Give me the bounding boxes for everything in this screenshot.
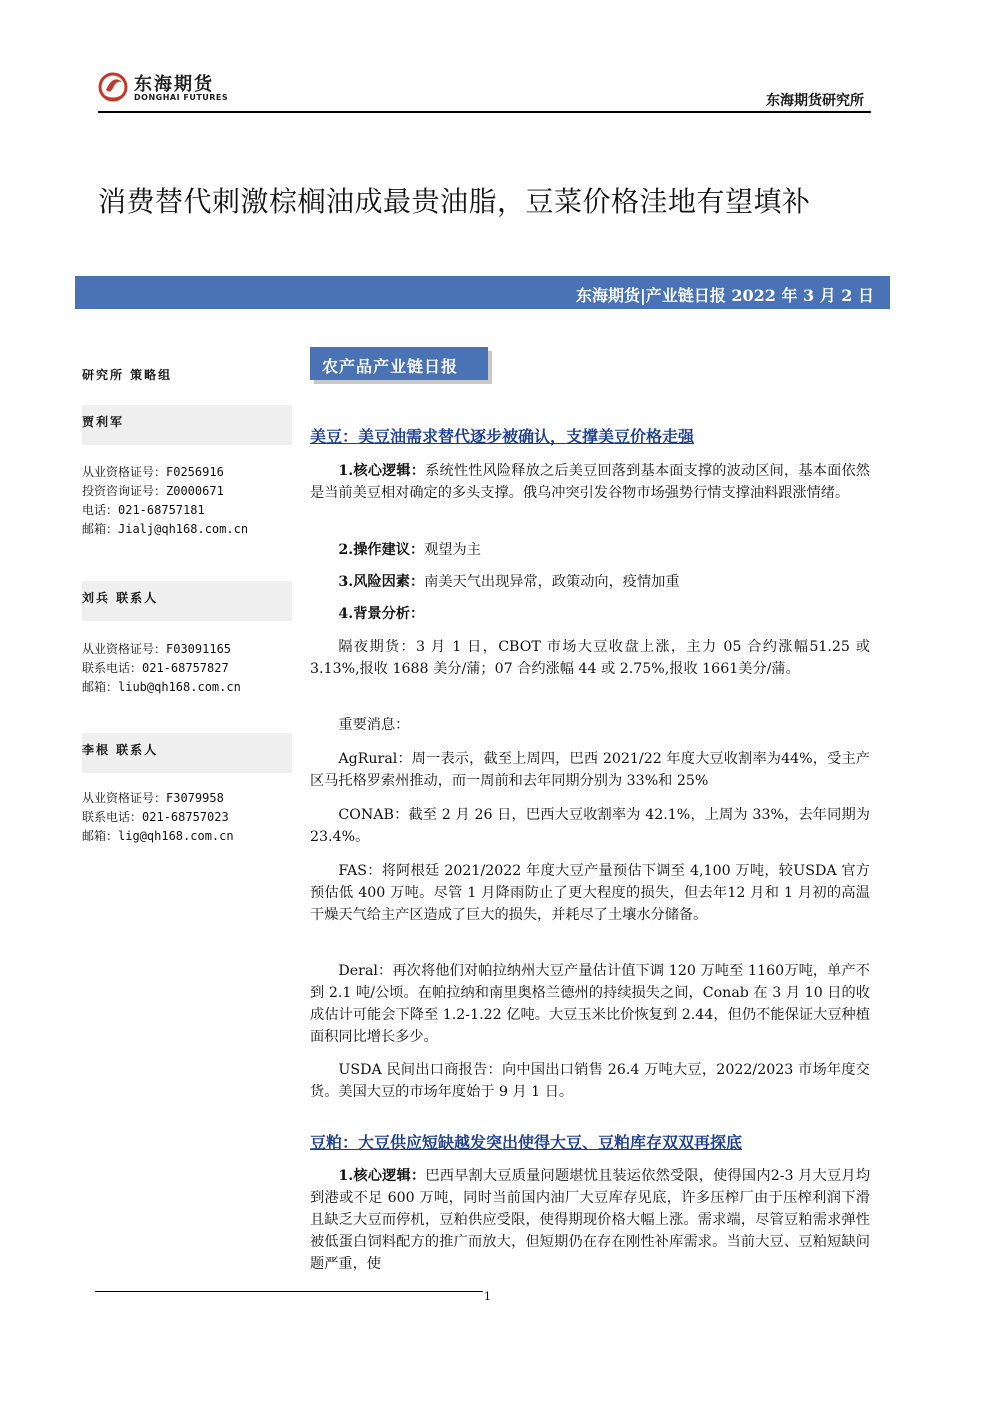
analyst-info [82, 789, 292, 846]
logic-text: 系统性性风险释放之后美豆回落到基本面支撑的波动区间，基本面依然是当前美豆相对确定的多头支撑。俄乌冲突引发谷物市场强势行情支撑油料跟涨情绪。 [310, 463, 870, 501]
soybean-heading: 美豆：美豆油需求替代逐步被确认，支撑美豆价格走强 [310, 427, 695, 446]
advice-text: 观望为主 [424, 542, 481, 558]
logo-chinese-name: 东海期货 [134, 74, 214, 95]
phone: 联系电话：021-68757023 [82, 810, 229, 824]
section-tag [310, 347, 488, 380]
email: 邮箱：liub@qh168.com.cn [82, 680, 241, 694]
page-number: 1 [484, 1290, 491, 1303]
soybean-advice [310, 539, 870, 561]
analyst-name: 李根 联系人 [82, 743, 159, 757]
report-banner [75, 276, 890, 309]
header-divider [98, 111, 871, 113]
risk-label: 3.风险因素： [338, 574, 425, 590]
analyst-name-box [82, 733, 292, 773]
email: 邮箱：Jialj@qh168.com.cn [82, 522, 249, 536]
dept-label: 研究所 策略组 [82, 368, 173, 382]
analyst-info [82, 463, 292, 539]
news-item: USDA 民间出口商报告：向中国出口销售 26.4 万吨大豆，2022/2023 市场年度交货。美国大豆的市场年度始于 9 月 1 日。 [310, 1062, 870, 1100]
soybean-risk [310, 571, 870, 593]
news-item: Deral：再次将他们对帕拉纳州大豆产量估计值下调 120 万吨至 1160万吨，单产不到 2.1 吨/公顷。在帕拉纳和南里奥格兰德州的持续损失之间，Conab 在 3 月 10 日的收成估计可能会下降至 1.2-1.22 亿吨。大豆玉米比价恢复到 2.44，但仍不能保证大豆种植面积同比增长多少。 [310, 963, 870, 1045]
license-no: 从业资格证号：F03091165 [82, 642, 232, 656]
analyst-name-box [82, 581, 292, 621]
meal-heading: 豆粕：大豆供应短缺越发突出使得大豆、豆粕库存双双再探底 [310, 1133, 743, 1152]
news-label: 重要消息： [338, 717, 410, 733]
soybean-background [310, 603, 870, 625]
analyst-info [82, 640, 292, 697]
license-no: 从业资格证号：F3079958 [82, 791, 224, 805]
soybean-logic [310, 460, 870, 504]
logic-label: 1.核心逻辑： [338, 1168, 426, 1184]
advice-label: 2.操作建议： [338, 542, 425, 558]
news-item: AgRural：周一表示，截至上周四，巴西 2021/22 年度大豆收割率为44%，受主产区马托格罗索州推动，而一周前和去年同期分别为 33%和 25% [310, 751, 870, 789]
logo-english-name: DONGHAI FUTURES [134, 93, 229, 102]
logic-text: 巴西早割大豆质量问题堪忧且装运依然受限，使得国内2-3 月大豆月均到港或不足 600 万吨，同时当前国内油厂大豆库存见底，许多压榨厂由于压榨利润下滑且缺乏大豆而停机，豆粕供应受限，使得期现价格大幅上涨。需求端，尽管豆粕需求弹性被低蛋白饲料配方的推广而放大，但短期仍在存在刚性补库需求。当前大豆、豆粕短缺问题严重，使 [310, 1168, 871, 1272]
analyst-name: 贾利军 [82, 415, 125, 429]
license-no: 从业资格证号：F0256916 [82, 465, 224, 479]
advisory-no: 投资咨询证号：Z0000671 [82, 484, 224, 498]
analyst-name-box [82, 405, 292, 445]
footer-divider [95, 1291, 483, 1292]
overnight-futures: 隔夜期货：3 月 1 日，CBOT 市场大豆收盘上涨，主力 05 合约涨幅51.25 或 3.13%,报收 1688 美分/蒲；07 合约涨幅 44 或 2.75%,报收 1661美分/蒲。 [310, 639, 870, 677]
phone: 联系电话：021-68757827 [82, 661, 229, 675]
meal-logic [310, 1165, 870, 1275]
email: 邮箱：lig@qh168.com.cn [82, 829, 234, 843]
section-tag-text: 农产品产业链日报 [322, 357, 459, 376]
banner-text: 东海期货|产业链日报 2022 年 3 月 2 日 [575, 286, 874, 305]
logic-label: 1.核心逻辑： [338, 463, 426, 479]
institute-name: 东海期货研究所 [766, 93, 864, 109]
risk-text: 南美天气出现异常，政策动向，疫情加重 [424, 574, 680, 590]
phone: 电话：021-68757181 [82, 503, 205, 517]
background-label: 4.背景分析： [338, 606, 425, 622]
news-item: CONAB：截至 2 月 26 日，巴西大豆收割率为 42.1%，上周为 33%，去年同期为 23.4%。 [310, 807, 870, 845]
report-title: 消费替代刺激棕榈油成最贵油脂，豆菜价格洼地有望填补 [98, 185, 811, 218]
analyst-name: 刘兵 联系人 [82, 591, 159, 605]
news-item: FAS：将阿根廷 2021/2022 年度大豆产量预估下调至 4,100 万吨，较USDA 官方预估低 400 万吨。尽管 1 月降雨防止了更大程度的损失，但去年12 月和 1 月初的高温干燥天气给主产区造成了巨大的损失，并耗尽了土壤水分储备。 [310, 863, 870, 923]
